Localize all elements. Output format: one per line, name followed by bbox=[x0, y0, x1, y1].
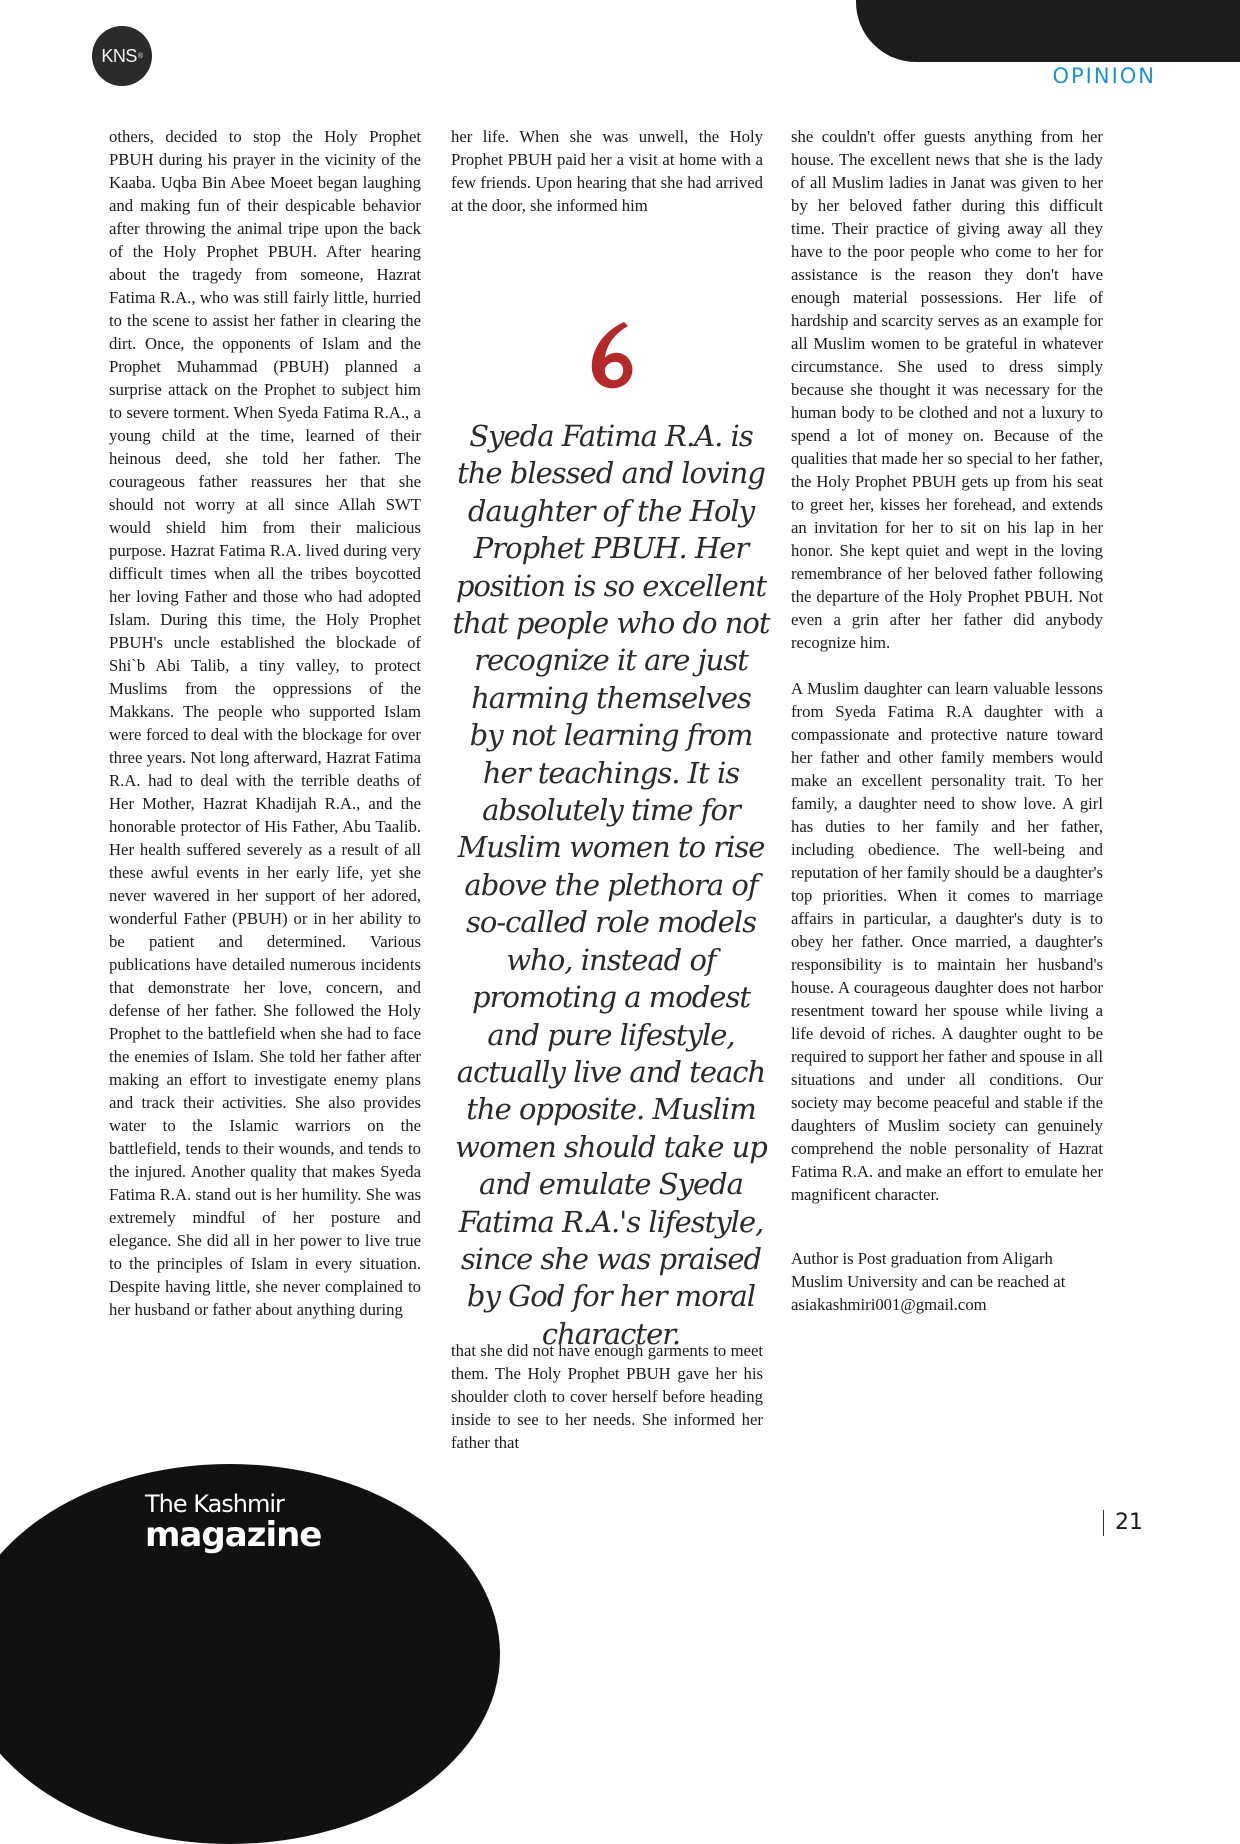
column-1-text: others, decided to stop the Holy Prophet PBUH during his prayer in the vicinity of the Kaaba. Uqba Bin Abee Moeet began laughing and making fun of their despicable behavior after throwing the animal tripe upon the back of the Holy Prophet PBUH. After hearing about the tragedy from someone, Hazrat Fatima R.A., who was still fairly little, hurried to the scene to assist her father in clearing the dirt. Once, the opponents of Islam and the Prophet Muhammad (PBUH) planned a surprise attack on the Prophet to subject him to severe torment. When Syeda Fatima R.A., a young child at the time, learned of their heinous deed, she told her father. The courageous father reassures her that she should not worry at all since Allah SWT would shield him from their malicious purpose. Hazrat Fatima R.A. lived during very difficult times when all the tribes boycotted her loving Father and those who had adopted Islam. During this time, the Holy Prophet PBUH's uncle established the blockade of Shi`b Abi Talib, a tiny valley, to protect Muslims from the oppressions of the Makkans. The people who supported Islam were forced to deal with the blockage for over three years. Not long afterward, Hazrat Fatima R.A. had to deal with the terrible deaths of Her Mother, Hazrat Khadijah R.A., and the honorable protector of His Father, Abu Taalib. Her health suffered severely as a result of all these awful events in her early life, yet she never wavered in her support of her adored, wonderful Father (PBUH) or in her ability to be patient and determined. Various publications have detailed numerous incidents that demonstrate her love, concern, and defense of her father. She followed the Holy Prophet to the battlefield when she had to face the enemies of Islam. She told her father after making an effort to investigate enemy plans and track their activities. She also provides water to the Islamic warriors on the battlefield, tends to their wounds, and tends to the injured. Another quality that makes Syeda Fatima R.A. stand out is her humility. She was extremely mindful of her posture and elegance. She did all in her power to live true to the principles of Islam in every situation. Despite having little, she never complained to her husband or father about anything during bbox=[109, 127, 421, 1319]
article-column-1 bbox=[109, 125, 421, 1321]
magazine-brand-logo bbox=[145, 1490, 322, 1555]
page-number-divider bbox=[1103, 1510, 1104, 1536]
article-column-2-top bbox=[451, 125, 763, 217]
column-3-paragraph-2: A Muslim daughter can learn valuable lessons from Syeda Fatima R.A daughter with a compassionate and protective nature toward her father and other family members would make an excellent personality trait. To her family, a daughter need to show love. A girl has duties to her family and her father, including obedience. The well-being and reputation of her family should be a daughter's top priorities. When it comes to marriage affairs in particular, a daughter's duty is to obey her father. Once married, a daughter's responsibility is to maintain her husband's house. A courageous daughter does not harbor resentment toward her spouse while living a life devoid of riches. A daughter ought to be required to support her father and spouse in all situations and under all conditions. Our society may become peaceful and stable if the daughters of Muslim society can genuinely comprehend the noble personality of Hazrat Fatima R.A. and make an effort to emulate her magnificent character. bbox=[791, 679, 1103, 1204]
kns-logo bbox=[92, 26, 152, 86]
author-bio bbox=[791, 1247, 1103, 1316]
header-band bbox=[856, 0, 1240, 62]
author-bio-text: Author is Post graduation from Aligarh Muslim University and can be reached at bbox=[791, 1249, 1066, 1291]
registered-mark: ® bbox=[137, 52, 143, 60]
brand-name-top: The Kashmir bbox=[145, 1490, 284, 1518]
kns-logo-text: KNS bbox=[101, 45, 137, 66]
quote-mark-icon bbox=[584, 314, 644, 394]
author-email[interactable]: asiakashmiri001@gmail.com bbox=[791, 1295, 987, 1314]
column-2-top-text: her life. When she was unwell, the Holy Prophet PBUH paid her a visit at home with a few friends. Upon hearing that she had arrived at the door, she informed him bbox=[451, 127, 763, 215]
article-column-2-bottom bbox=[451, 1339, 763, 1454]
column-3-paragraph-1: she couldn't offer guests anything from her house. The excellent news that she is the lady of all Muslim ladies in Janat was given to her by her beloved father during this difficult time. Their practice of giving away all they have to the poor people who come to her for assistance is the reason they don't have enough material possessions. Her life of hardship and scarcity serves as an example for all Muslim women to be grateful in whatever circumstance. She used to dress simply because she thought it was necessary for the human body to be clothed and not a luxury to spend a lot of money on. Because of the qualities that made her so special to her father, the Holy Prophet PBUH gets up from his seat to greet her, kisses her forehead, and extends an invitation for her to sit on his lap in her honor. She kept quiet and wept in the loving remembrance of her beloved father following the departure of the Holy Prophet PBUH. Not even a grin after her father did anybody recognize him. bbox=[791, 127, 1103, 652]
section-label: OPINION bbox=[1052, 64, 1156, 88]
column-2-bottom-text: that she did not have enough garments to meet them. The Holy Prophet PBUH gave her his shoulder cloth to cover herself before heading inside to see to her needs. She informed her father that bbox=[451, 1341, 763, 1452]
article-column-3 bbox=[791, 125, 1103, 1316]
page-number: 21 bbox=[1115, 1510, 1143, 1535]
brand-name-bottom: magazine bbox=[145, 1515, 322, 1555]
pull-quote: Syeda Fatima R.A. is the blessed and loving daughter of the Holy Prophet PBUH. Her position is so excellent that people who do not recognize it are just harming themselves by not learning from her teachings. It is absolutely time for Muslim women to rise above the plethora of so-called role models who, instead of promoting a modest and pure lifestyle, actually live and teach the opposite. Muslim women should take up and emulate Syeda Fatima R.A.'s lifestyle, since she was praised by God for her moral character. bbox=[452, 419, 770, 1351]
